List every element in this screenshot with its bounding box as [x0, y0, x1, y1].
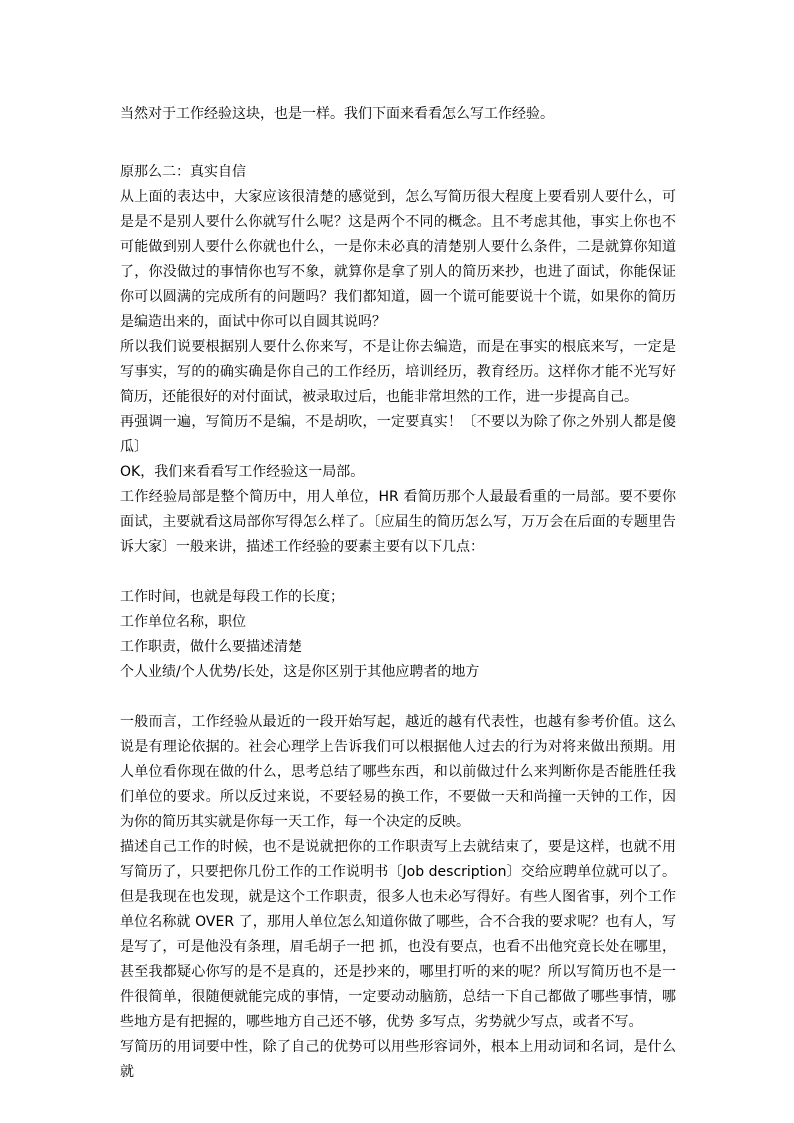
paragraph: OK，我们来看看写工作经验这一局部。 — [120, 464, 365, 480]
spacer — [120, 685, 676, 710]
spacer — [120, 152, 676, 160]
paragraph: 一般而言，工作经验从最近的一段开始写起，越近的越有代表性，也越有参考价值。这么说是有理论依据的。社会心理学上告诉我们可以根据他人过去的行为对将来做出预期。用人单位看你现在做的什么，思考总结了哪些东西，和以前做过什么来判断你是否能胜任我们单位的要求。所以反过来说，不要轻易的换工作，不要做一天和尚撞一天钟的工作，因为你的简历其实就是你每一天工作，每一个决定的反映。 — [120, 714, 676, 830]
list-item: 工作职责，做什么要描述清楚 — [120, 639, 302, 655]
list-item: 个人业绩/个人优势/长处，这是你区别于其他应聘者的地方 — [120, 664, 480, 680]
paragraph: 描述自己工作的时候，也不是说就把你的工作职责写上去就结束了，要是这样，也就不用写简历了，只要把你几份工作的工作说明书〔Job description〕交给应聘单位就可以了。但是我现在也发现，就是这个工作职责，很多人也未必写得好。有些人图省事，列个工作单位名称就 OVER 了，那用人单位怎么知道你做了哪些，合不合我的要求呢？也有人，写是写了，可是他没有条理，眉毛胡子一把 抓，也没有要点，也看不出他究竟长处在哪里，甚至我都疑心你写的是不是真的，还是抄来的，哪里打听的来的呢？所以写简历也不是一件很简单，很随便就能完成的事情，一定要动动脑筋，总结一下自己都做了哪些事情，哪些地方是有把握的，哪些地方自己还不够，优势 多写点，劣势就少写点，或者不写。 — [120, 839, 676, 1030]
spacer — [120, 127, 676, 152]
paragraph: 工作经验局部是整个简历中，用人单位，HR 看简历那个人最最看重的一局部。要不要你面试，主要就看这局部你写得怎么样了。〔应届生的简历怎么写，万万会在后面的专题里告诉大家〕一般来讲，描述工作经验的要素主要有以下几点： — [120, 489, 676, 555]
section-title: 原那么二：真实自信 — [120, 164, 246, 180]
document-body — [120, 102, 676, 1085]
paragraph: 写简历的用词要中性，除了自己的优势可以用些形容词外，根本上用动词和名词，是什么就 — [120, 1039, 676, 1080]
list-item: 工作单位名称，职位 — [120, 614, 246, 630]
paragraph: 所以我们说要根据别人要什么你来写，不是让你去编造，而是在事实的根底来写，一定是写事实，写的的确实确是你自己的工作经历，培训经历，教育经历。这样你才能不光写好简历，还能很好的对付面试，被录取过后，也能非常坦然的工作，进一步提高自己。 — [120, 339, 676, 405]
spacer — [120, 560, 676, 585]
list-item: 工作时间，也就是每段工作的长度； — [120, 589, 344, 605]
paragraph: 再强调一遍，写简历不是编，不是胡吹，一定要真实！〔不要以为除了你之外别人都是傻瓜〕 — [120, 414, 676, 455]
paragraph: 从上面的表达中，大家应该很清楚的感觉到，怎么写简历很大程度上要看别人要什么，可是是不是别人要什么你就写什么呢？这是两个不同的概念。且不考虑其他，事实上你也不可能做到别人要什么你就也什么，一是你未必真的清楚别人要什么条件，二是就算你知道了，你没做过的事情你也写不象，就算你是拿了别人的简历来抄，也进了面试，你能保证你可以圆满的完成所有的问题吗？我们都知道，圆一个谎可能要说十个谎，如果你的简历是编造出来的，面试中你可以自圆其说吗？ — [120, 189, 676, 330]
intro-paragraph: 当然对于工作经验这块，也是一样。我们下面来看看怎么写工作经验。 — [120, 106, 554, 122]
